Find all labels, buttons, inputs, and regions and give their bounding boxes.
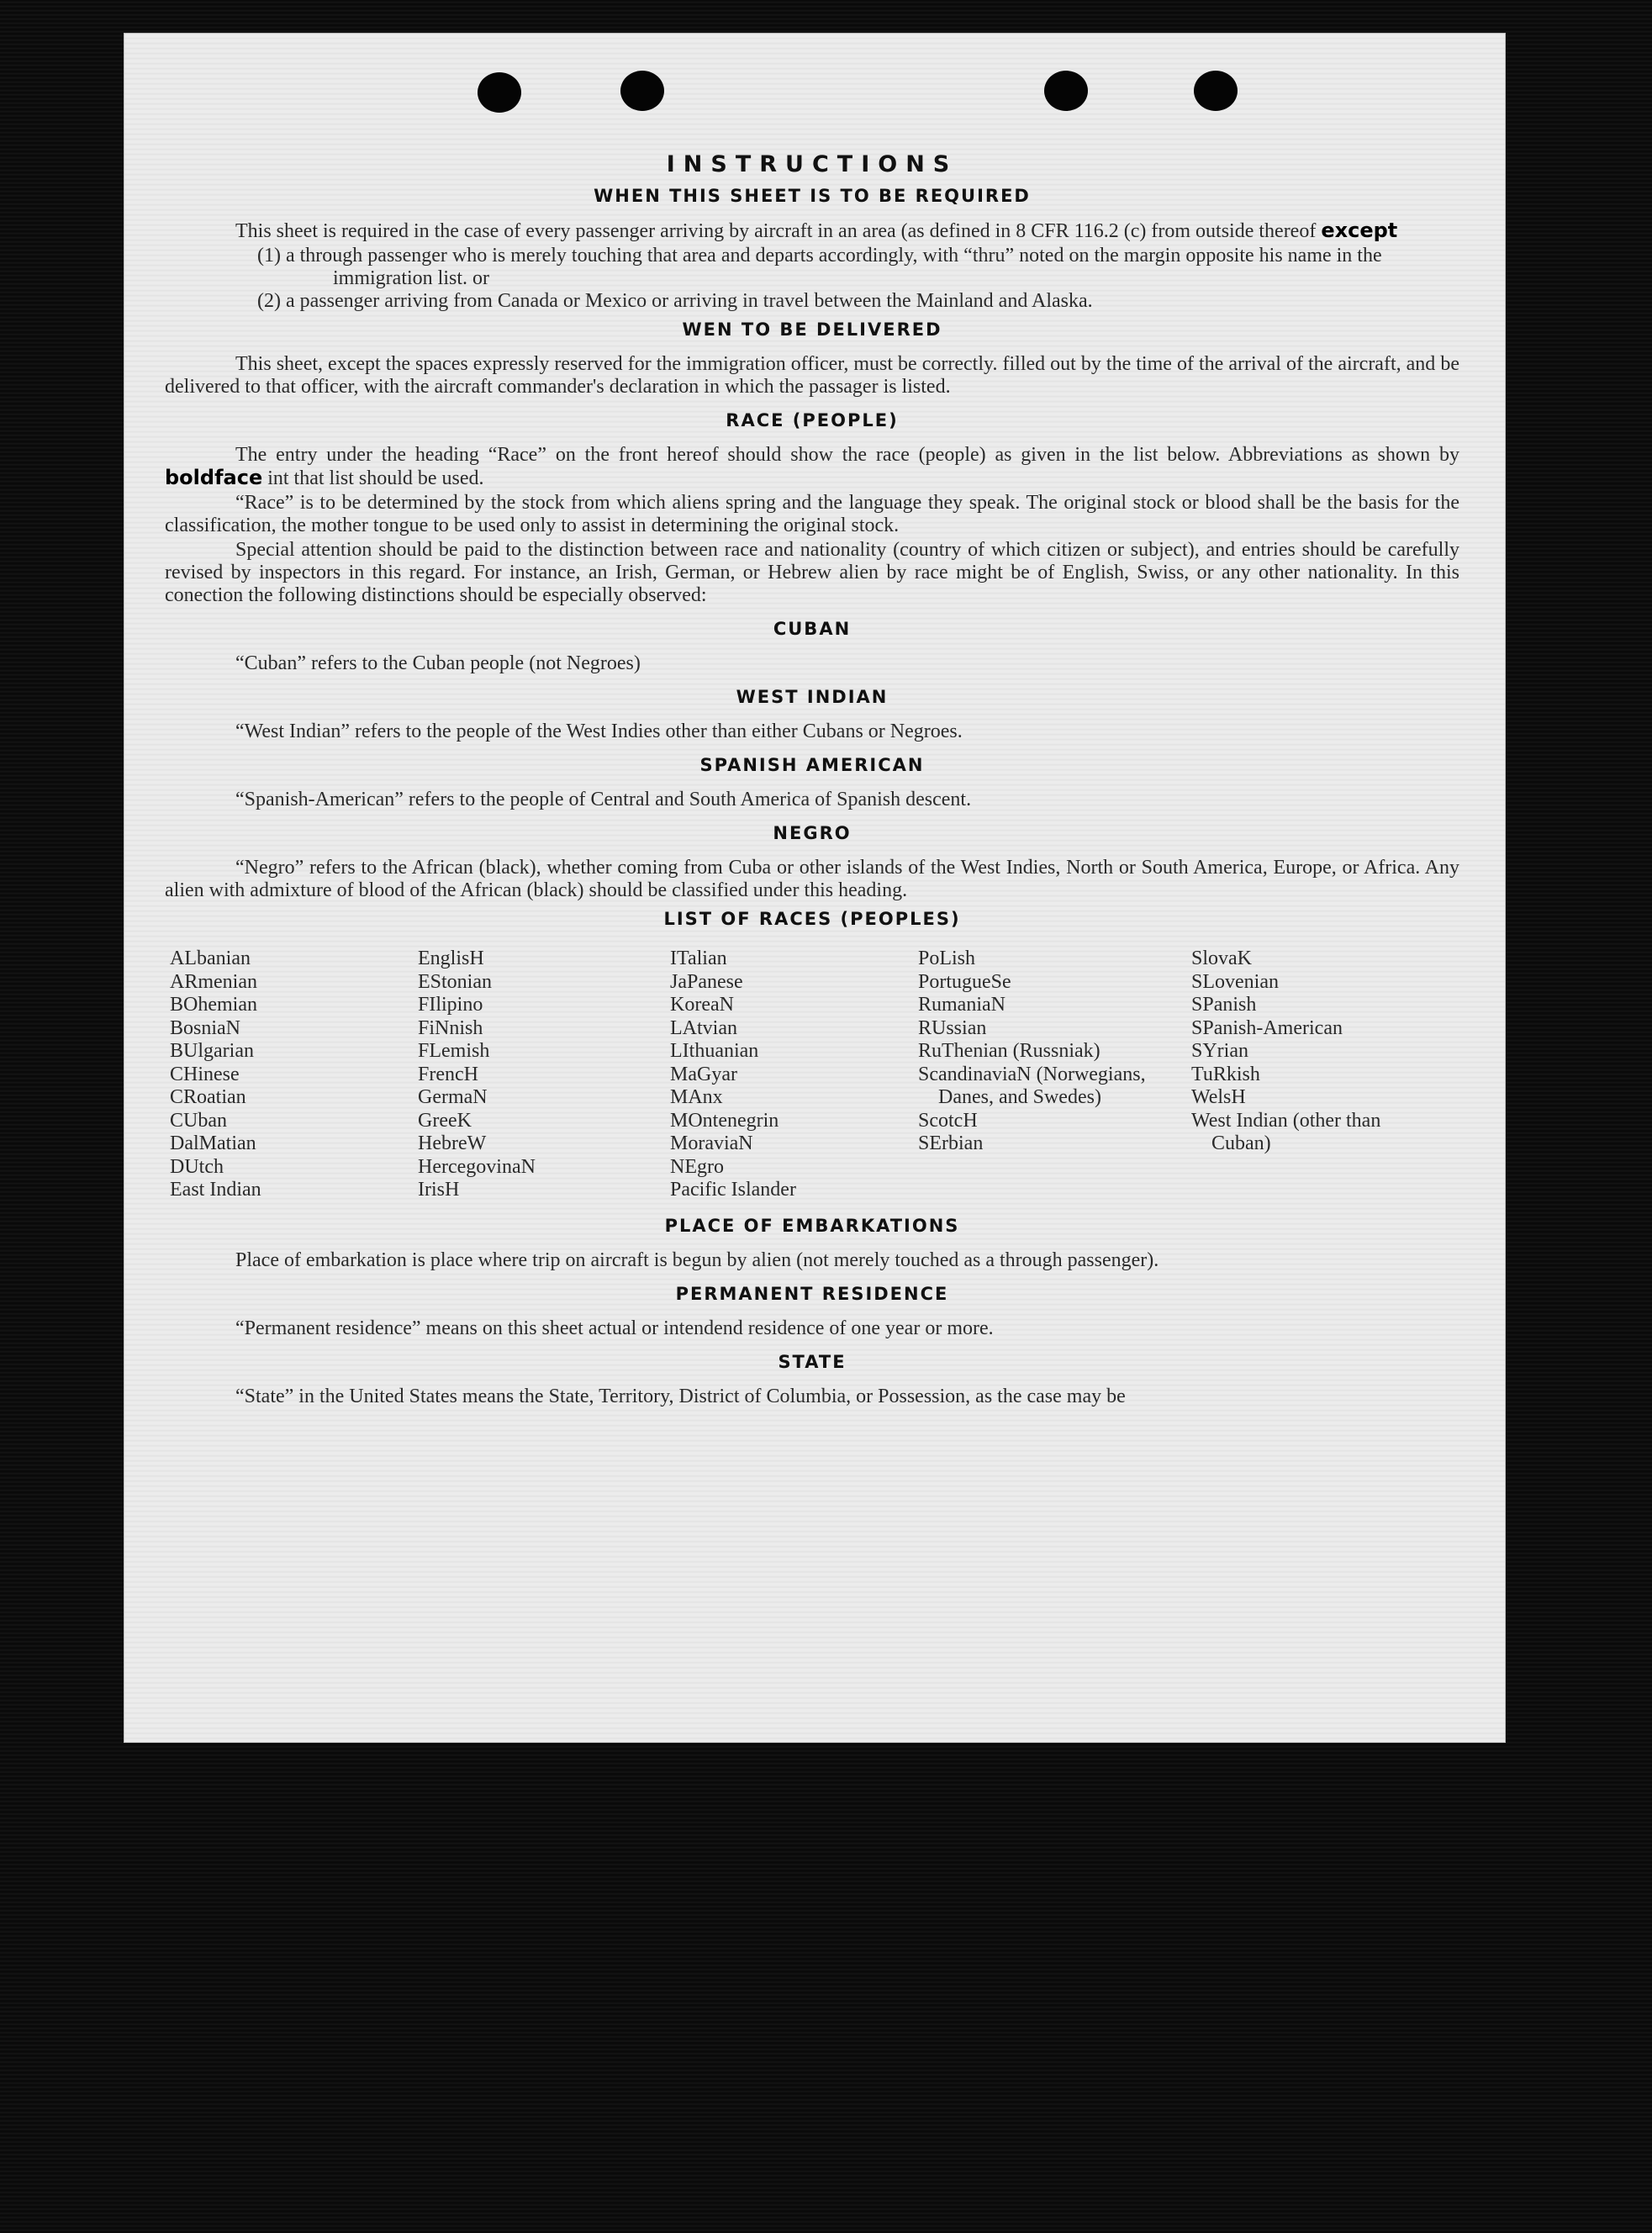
races-list — [170, 948, 1459, 1202]
race-entry: GreeK — [418, 1109, 472, 1132]
race-entry: PoLish — [918, 948, 976, 969]
race-entry: SErbian — [918, 1132, 984, 1154]
race-entry: CHinese — [170, 1063, 240, 1085]
race-entry: BOhemian — [170, 994, 257, 1016]
races-column — [418, 948, 670, 1202]
race-entry: SlovaK — [1191, 948, 1252, 969]
race-entry: KoreaN — [670, 994, 734, 1016]
race-entry: EnglisH — [418, 948, 484, 969]
race-entry: LIthuanian — [670, 1040, 759, 1062]
west-indian-text: “West Indian” refers to the people of the West Indies other than either Cubans or Negroes. — [235, 721, 963, 742]
race-paragraph — [165, 444, 1459, 490]
instruction-sheet — [124, 34, 1505, 1742]
race-entry: HercegovinaN — [418, 1155, 536, 1178]
race-entry: CUban — [170, 1109, 227, 1132]
race-entry: ScotcH — [918, 1109, 978, 1132]
race-entry: FLemish — [418, 1040, 490, 1062]
race-entry: HebreW — [418, 1132, 487, 1154]
race-entry: MOntenegrin — [670, 1109, 779, 1132]
race-entry: MAnx — [670, 1086, 723, 1108]
page-title: INSTRUCTIONS — [666, 151, 958, 177]
punch-hole — [1044, 71, 1088, 111]
section-heading-residence: PERMANENT RESIDENCE — [675, 1283, 949, 1304]
race-entry: BUlgarian — [170, 1040, 254, 1062]
race-text: int that list should be used. — [262, 467, 484, 489]
race-entry: JaPanese — [670, 970, 743, 993]
race-entry: GermaN — [418, 1086, 488, 1108]
race-entry: PortugueSe — [918, 970, 1011, 993]
section-heading-cuban: CUBAN — [773, 619, 852, 639]
punch-hole — [1194, 71, 1238, 111]
section-heading-race: RACE (PEOPLE) — [726, 410, 899, 430]
negro-text: “Negro” refers to the African (black), whether coming from Cuba or other islands of the West Indies, North or South America, Europe, or Africa. Any alien with admixture of blood of the African (black) should be classified under this heading. — [165, 857, 1459, 901]
residence-text: “Permanent residence” means on this sheet actual or intendend residence of one year or more. — [235, 1317, 994, 1339]
section-heading-list-of-races: LIST OF RACES (PEOPLES) — [663, 909, 961, 929]
when-delivered-text: This sheet, except the spaces expressly reserved for the immigration officer, must be correctly. filled out by the time of the arrival of the aircraft, and be delivered to that officer, with the aircraft commander's declaration in which the passager is listed. — [165, 353, 1459, 398]
race-entry: West Indian (other than Cuban) — [1191, 1109, 1381, 1154]
section-heading-when-delivered: WEN TO BE DELIVERED — [682, 319, 942, 340]
race-entry: Pacific Islander — [670, 1179, 796, 1201]
section-heading-state: STATE — [778, 1351, 847, 1372]
exception-item: (1) a through passenger who is merely touching that area and departs accordingly, with “thru” noted on the margin opposite his name in the immigration list. or — [257, 245, 1382, 289]
races-column — [670, 948, 918, 1202]
race-paragraph: “Race” is to be determined by the stock from which aliens spring and the language they speak. The original stock or blood shall be the basis for the classification, the mother tongue to be used only to assist in determining the original stock. — [165, 492, 1459, 536]
race-entry: ARmenian — [170, 970, 257, 993]
intro-text: This sheet is required in the case of every passenger arriving by aircraft in an area (as defined in 8 CFR 116.2 (c) from outside thereof — [235, 220, 1322, 242]
section-heading-embarkation: PLACE OF EMBARKATIONS — [664, 1215, 960, 1236]
exception-item: (2) a passenger arriving from Canada or Mexico or arriving in travel between the Mainland and Alaska. — [257, 290, 1093, 312]
race-entry: SLovenian — [1191, 970, 1279, 993]
race-entry: RuThenian (Russniak) — [918, 1040, 1100, 1062]
race-entry: SPanish — [1191, 994, 1257, 1016]
race-entry: IrisH — [418, 1179, 460, 1201]
race-entry: LAtvian — [670, 1016, 737, 1039]
race-entry: SPanish-American — [1191, 1016, 1343, 1039]
races-column — [1191, 948, 1435, 1202]
section-heading-spanish-american: SPANISH AMERICAN — [699, 755, 925, 775]
instructions-content — [165, 151, 1459, 1410]
when-required-intro — [165, 219, 1459, 243]
race-entry: SYrian — [1191, 1040, 1248, 1062]
race-entry: RUssian — [918, 1016, 987, 1039]
race-entry: FIlipino — [418, 994, 483, 1016]
race-entry: CRoatian — [170, 1086, 246, 1108]
intro-keyword: except — [1321, 219, 1398, 242]
race-entry: DalMatian — [170, 1132, 256, 1154]
punch-hole — [620, 71, 664, 111]
race-entry: ALbanian — [170, 948, 251, 969]
cuban-text: “Cuban” refers to the Cuban people (not Negroes) — [235, 652, 641, 674]
race-entry: BosniaN — [170, 1016, 240, 1039]
embarkation-text: Place of embarkation is place where trip on aircraft is begun by alien (not merely touched as a through passenger). — [235, 1248, 1159, 1271]
race-entry: MaGyar — [670, 1063, 737, 1085]
race-entry: DUtch — [170, 1155, 224, 1178]
race-text: The entry under the heading “Race” on the front hereof should show the race (people) as given in the list below. Abbreviations as shown by — [235, 444, 1459, 466]
section-heading-negro: NEGRO — [773, 823, 852, 843]
races-column — [170, 948, 418, 1202]
race-paragraph: Special attention should be paid to the distinction between race and nationality (country of which citizen or subject), and entries should be carefully revised by inspectors in this regard. For instance, an Irish, German, or Hebrew alien by race might be of English, Swiss, or any other nationality. In this conection the following distinctions should be especially observed: — [165, 539, 1459, 606]
race-entry: NEgro — [670, 1155, 724, 1178]
race-entry: MoraviaN — [670, 1132, 753, 1154]
race-entry: FiNnish — [418, 1016, 483, 1039]
race-entry: East Indian — [170, 1179, 261, 1201]
race-entry: RumaniaN — [918, 994, 1005, 1016]
race-entry: FrencH — [418, 1063, 478, 1085]
race-entry: WelsH — [1191, 1086, 1246, 1108]
section-heading-west-indian: WEST INDIAN — [736, 687, 889, 707]
race-keyword: boldface — [165, 466, 263, 489]
race-entry: ScandinaviaN (Norwegians, Danes, and Swedes) — [918, 1063, 1146, 1108]
race-entry: EStonian — [418, 970, 492, 993]
state-text: “State” in the United States means the State, Territory, District of Columbia, or Possession, as the case may be — [235, 1385, 1126, 1407]
race-entry: TuRkish — [1191, 1063, 1260, 1085]
punch-hole — [478, 72, 521, 113]
race-entry: ITalian — [670, 948, 727, 969]
races-column — [918, 948, 1191, 1202]
section-heading-when-required: WHEN THIS SHEET IS TO BE REQUIRED — [594, 186, 1031, 206]
spanish-american-text: “Spanish-American” refers to the people of Central and South America of Spanish descent. — [235, 789, 972, 810]
